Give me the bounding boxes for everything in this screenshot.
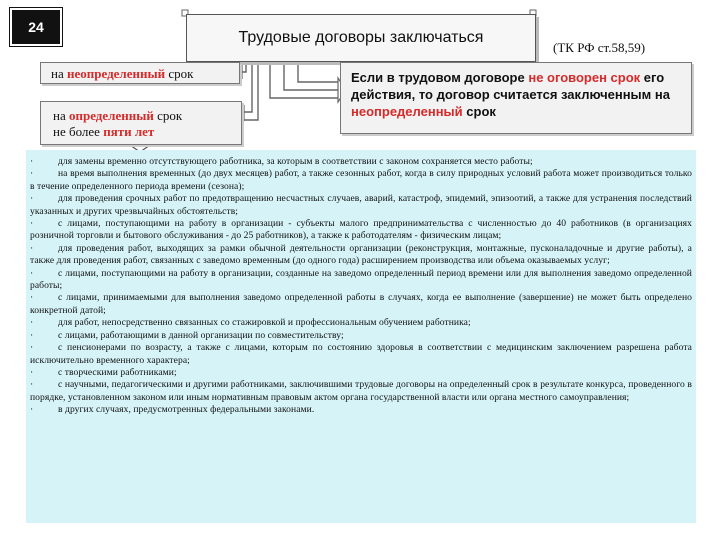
list-item: · с лицами, работающими в данной организации по совместительству; — [30, 329, 344, 341]
indefinite-suffix: срок — [165, 66, 194, 81]
definite-prefix: на — [53, 108, 69, 123]
rule-part1: Если в трудовом договоре — [351, 70, 529, 85]
rule-highlight2: неопределенный — [351, 104, 463, 119]
bullet: · — [30, 267, 34, 279]
list-item: · на время выполнения временных (до двух месяцев) работ, а также сезонных работ, когда в силу природных условий работа может производиться только в течение определенного периода времени (сезона); — [30, 168, 692, 192]
title-banner — [186, 14, 536, 62]
default-rule-box — [340, 62, 692, 134]
bullet: · — [30, 317, 34, 329]
bullet: · — [30, 379, 34, 391]
definite-limit-prefix: не более — [53, 124, 104, 139]
list-item: · с лицами, поступающими на работу в организации, созданные на заведомо определенный период времени или для выполнения заведомо определенной работы; — [30, 267, 692, 292]
list-item: · для проведения работ, выходящих за рамки обычной деятельности организации (реконструкция, монтажные, пусконаладочные и другие работы), а также для проведения работ, связанных с заведомо временным (до одного года) расширением производства или объема оказываемых услуг; — [30, 242, 692, 267]
legal-reference: (ТК РФ ст.58,59) — [553, 40, 646, 55]
slide-number-badge — [10, 8, 62, 46]
list-item: · с лицами, поступающими на работу в организации - субъекты малого предпринимательства с численностью до 40 работников (в организациях розничной торговли и бытового обслуживания - до 25 работников), а также к работодателям - физическим лицам; — [30, 218, 692, 242]
list-item: · для замены временно отсутствующего работника, за которым в соответствии с законом сохраняется место работы; — [30, 156, 533, 167]
indefinite-term-box — [40, 62, 240, 84]
slide-number: 24 — [28, 19, 44, 35]
bullet: · — [30, 193, 34, 205]
bullet: · — [30, 404, 34, 416]
rule-part2: его действия, то договор считается заключенным на — [351, 70, 670, 102]
bullet: · — [30, 156, 34, 167]
list-item: · с творческими работниками; — [30, 366, 177, 378]
page-title: Трудовые договоры заключаться — [238, 29, 484, 46]
bullet: · — [30, 218, 34, 230]
fixed-term-cases-list — [26, 150, 696, 523]
bullet: · — [30, 329, 34, 341]
definite-term-box — [40, 101, 242, 145]
indefinite-highlight: неопределенный — [66, 66, 166, 81]
indefinite-prefix: на — [51, 66, 67, 81]
list-item: · для работ, непосредственно связанных со стажировкой и профессиональным обучением работника; — [30, 317, 471, 329]
bullet: · — [30, 168, 34, 180]
list-item: · с пенсионерами по возрасту, а также с лицами, которым по состоянию здоровья в соответствии с медицинским заключением разрешена работа исключительно временного характера; — [30, 342, 692, 366]
list-item: · в других случаях, предусмотренных федеральными законами. — [30, 404, 315, 416]
bullet: · — [30, 292, 34, 304]
bullet: · — [30, 342, 34, 354]
list-item: · для проведения срочных работ по предотвращению несчастных случаев, аварий, катастроф, эпидемий, эпизоотий, а также для устранения последствий указанных и других чрезвычайных обстоятельств; — [30, 193, 692, 217]
rule-highlight1: не оговорен срок — [528, 70, 641, 85]
rule-part3: срок — [462, 104, 496, 119]
definite-suffix: срок — [153, 108, 183, 123]
bullet: · — [30, 242, 34, 254]
list-item: · с научными, педагогическими и другими работниками, заключившими трудовые договоры на определенный срок в результате конкурса, проведенного в порядке, установленном законом или иным нормативным правовым актом органа государственной власти или органа местного самоуправления; — [30, 379, 692, 403]
bullet: · — [30, 366, 34, 378]
list-item: · с лицами, принимаемыми для выполнения заведомо определенной работы в случаях, когда ее выполнение (завершение) не может быть определено конкретной датой; — [30, 292, 692, 316]
definite-highlight: определенный — [68, 108, 154, 123]
definite-limit-highlight: пяти лет — [103, 124, 155, 139]
